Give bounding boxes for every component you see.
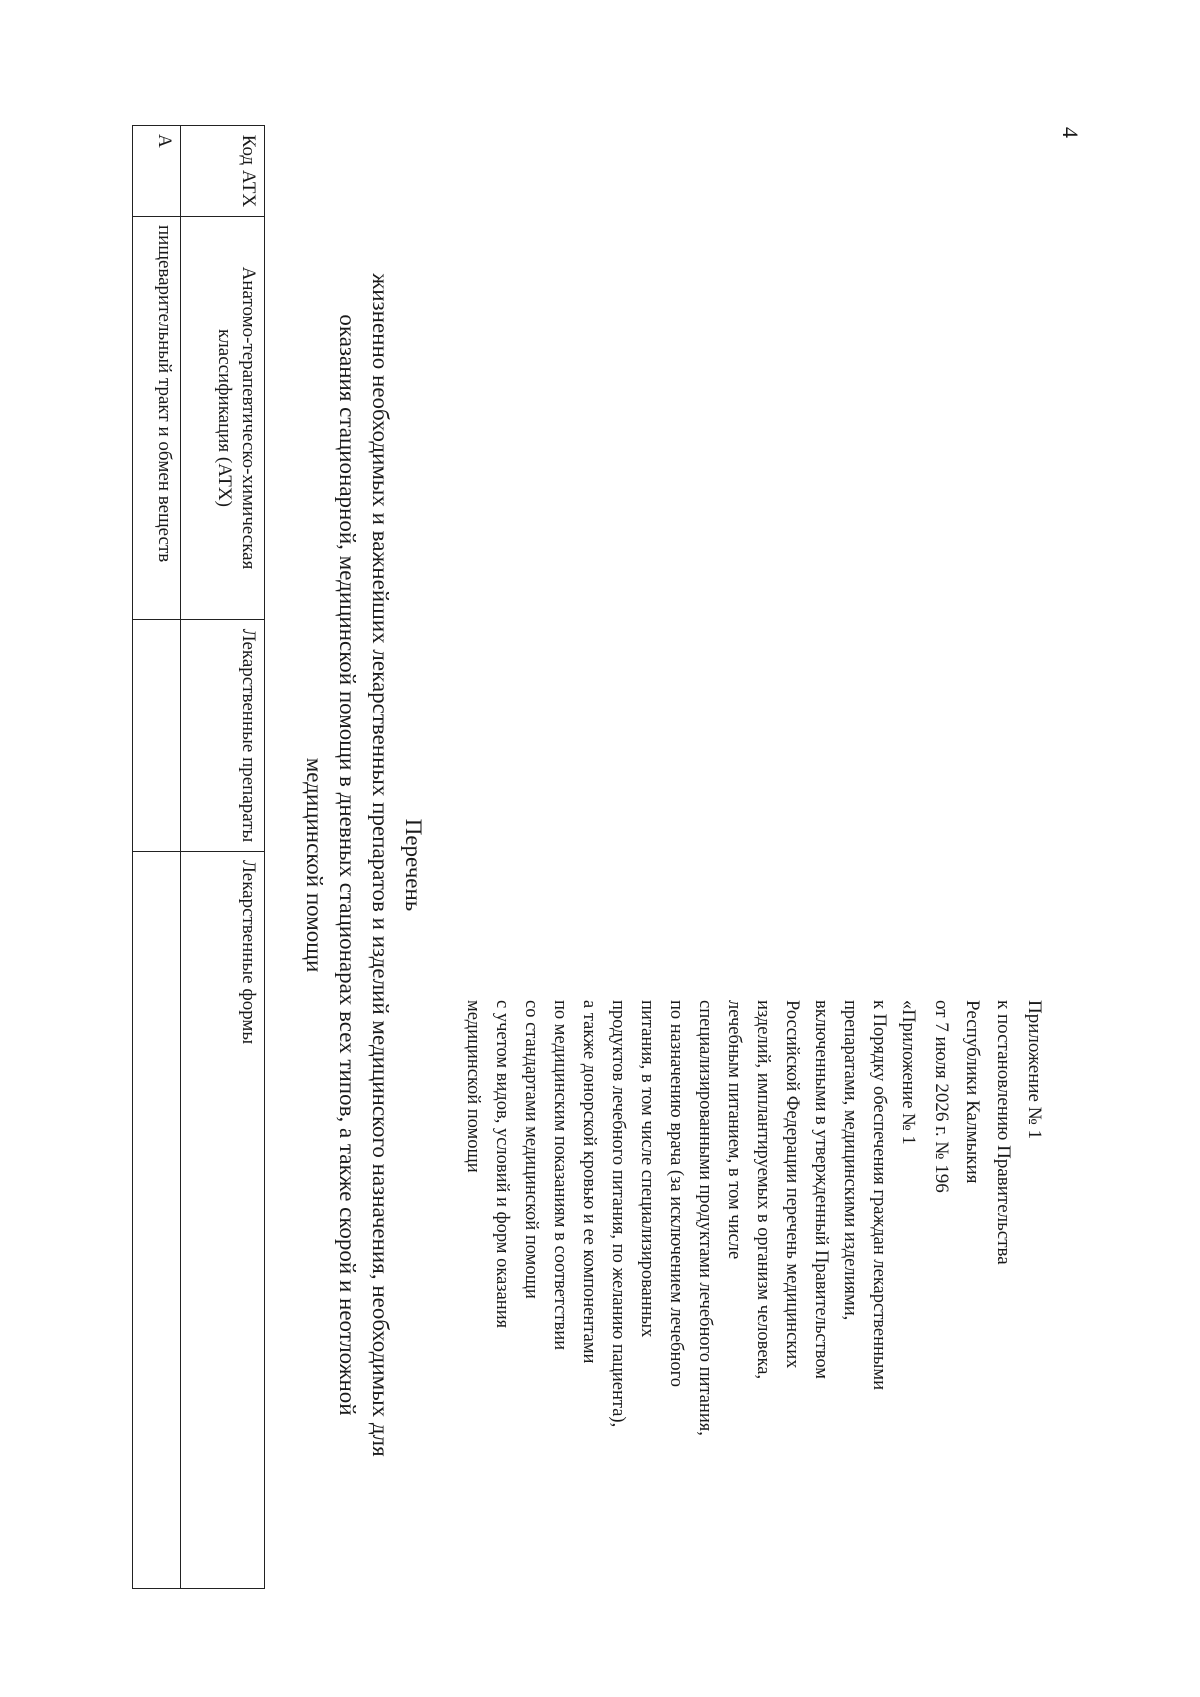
appendix-line: питания, в том числе специализированных — [637, 1000, 657, 1338]
appendix-line: специализированными продуктами лечебного питания, — [695, 1000, 715, 1436]
appendix-line: «Приложение № 1 — [898, 1000, 918, 1145]
appendix-line: продуктов лечебного питания, по желанию пациента), — [608, 1000, 628, 1428]
approval-line: Приложение № 1 — [1024, 1000, 1045, 1140]
table-header-row — [181, 126, 265, 1589]
approval-line: к постановлению Правительства — [993, 1000, 1014, 1265]
approval-block — [926, 1000, 1050, 1560]
drug-list-table — [132, 125, 265, 1589]
cell-drugs — [133, 620, 181, 852]
title-line: жизненно необходимых и важнейших лекарственных препаратов и изделий медицинского назначения, необходимых для — [368, 273, 393, 1457]
appendix-line: лечебным питанием, в том числе — [724, 1000, 744, 1260]
title-heading: Перечень — [401, 818, 426, 912]
table-row — [133, 126, 181, 1589]
appendix-line: а также донорской кровью и ее компонентами — [579, 1000, 599, 1364]
appendix-line: изделий, имплантируемых в организм человека, — [753, 1000, 773, 1380]
appendix-line: препаратами, медицинскими изделиями, — [840, 1000, 860, 1321]
appendix-line: Российской Федерации перечень медицинских — [782, 1000, 802, 1369]
approval-line: от 7 июля 2026 г. № 196 — [931, 1000, 952, 1193]
appendix-block — [458, 1000, 922, 1610]
approval-line: Республики Калмыкия — [962, 1000, 983, 1184]
appendix-line: со стандартами медицинской помощи — [521, 1000, 541, 1299]
cell-code: А — [133, 126, 181, 217]
title-line: медицинской помощи — [302, 757, 327, 973]
document-title — [298, 140, 430, 1590]
header-drugs: Лекарственные препараты — [181, 620, 265, 852]
appendix-line: к Порядку обеспечения граждан лекарственными — [869, 1000, 889, 1390]
cell-forms — [133, 852, 181, 1589]
header-code-atx: Код АТХ — [181, 126, 265, 217]
appendix-line: по медицинским показаниям в соответствии — [550, 1000, 570, 1351]
page-number: 4 — [1058, 127, 1083, 138]
appendix-line: с учетом видов, условий и форм оказания — [492, 1000, 512, 1329]
cell-atx: пищеварительный тракт и обмен веществ — [133, 217, 181, 620]
header-dosage-forms: Лекарственные формы — [181, 852, 265, 1589]
appendix-line: включенными в утвержденный Правительством — [811, 1000, 831, 1379]
header-atx-classification: Анатомо-терапевтическо-химическая классификация (АТХ) — [181, 217, 265, 620]
appendix-line: медицинской помощи — [463, 1000, 483, 1173]
title-line: оказания стационарной, медицинской помощи в дневных стационарах всех типов, а также скорой и неотложной — [335, 314, 360, 1416]
appendix-line: по назначению врача (за исключением лечебного — [666, 1000, 686, 1387]
